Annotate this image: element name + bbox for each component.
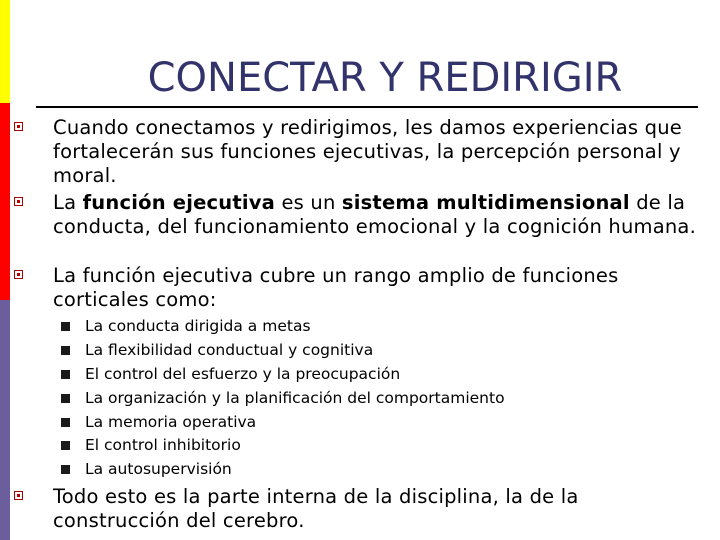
sub-bullet-3: El control del esfuerzo y la preocupación (85, 365, 401, 383)
bullet-square-icon (14, 270, 23, 279)
sidebar-red-block (0, 103, 10, 300)
bullet-1-text: Cuando conectamos y redirigimos, les damos experiencias que fortalecerán sus funciones ejecutivas, la percepción personal y moral. (53, 116, 682, 187)
sub-bullet-4: La organización y la planificación del comportamiento (85, 389, 505, 407)
bullet-square-icon (14, 197, 23, 206)
sidebar-purple-block (0, 300, 10, 540)
closing-bullet-text: Todo esto es la parte interna de la disciplina, la de la construcción del cerebro. (53, 485, 579, 532)
bullet-2-bold-term-2: sistema multidimensional (341, 191, 630, 214)
sub-bullet-square-icon (61, 370, 70, 379)
bullet-2-bold-term-1: función ejecutiva (82, 191, 276, 214)
sub-bullet-square-icon (61, 441, 70, 450)
sub-bullet-1: La conducta dirigida a metas (85, 317, 311, 335)
bullet-3-text: La función ejecutiva cubre un rango amplio de funciones corticales como: (53, 264, 619, 311)
sub-bullet-6: El control inhibitorio (85, 436, 241, 454)
sub-bullet-5: La memoria operativa (85, 413, 257, 431)
decorative-sidebar (0, 0, 10, 540)
sub-bullet-square-icon (61, 465, 70, 474)
sidebar-yellow-block (0, 0, 10, 103)
bullet-2-pre: La (53, 191, 83, 214)
sub-bullet-square-icon (61, 394, 70, 403)
sub-bullet-square-icon (61, 418, 70, 427)
bullet-2-text (53, 191, 708, 239)
bullet-2-mid: es un (275, 191, 342, 214)
sub-bullet-2: La flexibilidad conductual y cognitiva (85, 341, 374, 359)
title-divider (36, 106, 698, 108)
bullet-2-post: de la conducta, del funcionamiento emocional y la cognición humana. (53, 191, 696, 238)
bullet-square-icon (14, 491, 23, 500)
bullet-square-icon (14, 122, 23, 131)
sub-bullet-square-icon (61, 346, 70, 355)
sub-bullet-7: La autosupervisión (85, 460, 232, 478)
slide-title: CONECTAR Y REDIRIGIR (147, 55, 623, 101)
sub-bullet-square-icon (61, 322, 70, 331)
